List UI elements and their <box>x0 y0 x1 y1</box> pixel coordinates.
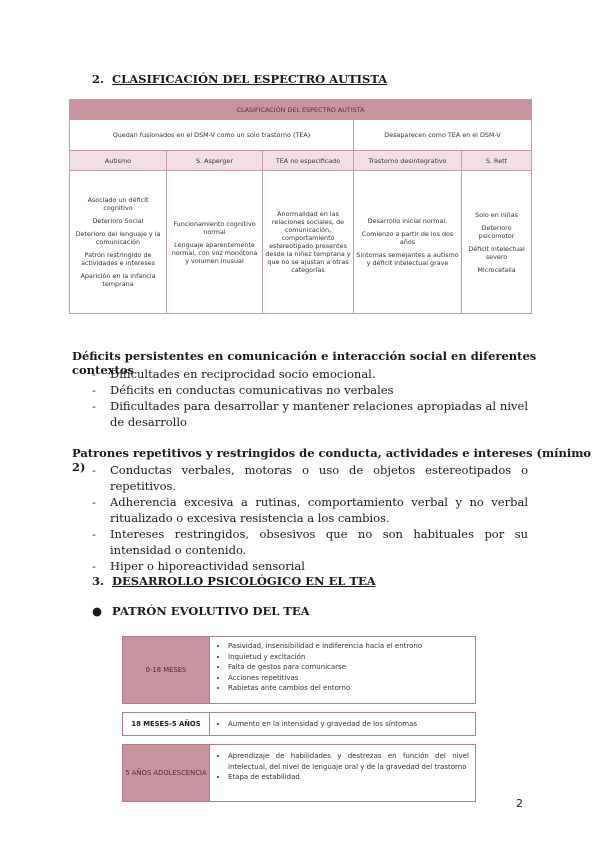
evolutivo-block-5-adolescencia <box>122 744 476 802</box>
column-no-especificado: TEA no especificado <box>263 151 354 171</box>
list-item: • Aumento en la intensidad y gravedad de los síntomas <box>228 719 469 730</box>
section-3-title: 3. DESARROLLO PSICOLÓGICO EN EL TEA <box>92 574 376 588</box>
cell-autismo <box>70 171 167 314</box>
cell-text: Deterioro psicomotor <box>478 223 515 240</box>
cell-text: Deterioro Social <box>92 217 144 225</box>
evolutivo-list <box>210 637 475 703</box>
evolutivo-label: 0-18 MESES <box>123 637 210 703</box>
cell-text: Lenguaje aparentemente normal, con voz monótona y volumen inusual <box>171 240 258 265</box>
list-item: - Conductas verbales, motoras o uso de objetos estereotipados o repetitivos. <box>92 462 528 494</box>
evolutivo-block-0-18 <box>122 636 476 704</box>
list-item: • Rabietas ante cambios del entorno <box>228 683 469 694</box>
cell-text: Aparición en la infancia temprana <box>80 272 156 288</box>
cell-text: Desarrollo inicial normal. <box>367 217 448 225</box>
cell-asperger <box>167 171 263 314</box>
group-desaparecen: Desaparecen como TEA en el DSM-V <box>354 120 532 151</box>
deficits-list <box>92 366 528 430</box>
classification-table <box>69 99 532 314</box>
cell-text: Anormalidad en las relaciones sociales, de comunicación, comportamiento estereotipado presentes desde la niñez temprana y que no se ajustan a otras categorías <box>265 210 351 274</box>
patrones-list <box>92 462 528 574</box>
evolutivo-block-18-5 <box>122 712 476 736</box>
evolutivo-label: 18 MESES-5 AÑOS <box>123 713 210 735</box>
evolutivo-list <box>210 713 475 735</box>
list-item: - Dificultades para desarrollar y mantener relaciones apropiadas al nivel de desarrollo <box>92 398 528 430</box>
cell-text: Comienzo a partir de los dos años <box>361 230 454 246</box>
list-item: - Adherencia excesiva a rutinas, comportamiento verbal y no verbal ritualizado o excesiva resistencia a los cambios. <box>92 494 528 526</box>
page-number: 2 <box>516 797 523 810</box>
cell-text: Microcefalia <box>477 265 516 274</box>
patron-evolutivo-title: ● PATRÓN EVOLUTIVO DEL TEA <box>92 604 310 618</box>
list-item: • Falta de gestos para comunicarse <box>228 662 469 673</box>
list-item: - Déficits en conductas comunicativas no verbales <box>92 382 528 398</box>
column-rett: S. Rett <box>462 151 532 171</box>
bullet-icon: ● <box>92 604 103 618</box>
column-asperger: S. Asperger <box>167 151 263 171</box>
list-item: - Intereses restringidos, obsesivos que no son habituales por su intensidad o contenido. <box>92 526 528 558</box>
cell-text: Asociado un déficit cognitivo <box>87 196 149 212</box>
cell-text: Solo en niñas <box>475 210 518 219</box>
cell-text: Patrón restringido de actividades e intereses <box>81 251 155 267</box>
evolutivo-list <box>210 745 475 801</box>
group-fusionados: Quedan fusionados en el DSM-V como un solo trastorno (TEA) <box>70 120 354 151</box>
list-item: • Aprendizaje de habilidades y destrezas en función del nivel intelectual, del nivel de lenguaje oral y de la gravedad del trastorno <box>228 751 469 772</box>
cell-no-especificado <box>263 171 354 314</box>
list-item: • Acciones repetitivas <box>228 673 469 684</box>
cell-text: Deterioro del lenguaje y la comunicación <box>75 230 161 246</box>
cell-text: Funcionamiento cognitivo normal <box>173 219 256 236</box>
patrones-title: Patrones repetitivos y restringidos de conducta, actividades e intereses (mínimo 2) <box>72 446 592 474</box>
list-item: • Etapa de estabilidad <box>228 772 469 783</box>
evolutivo-label: 5 AÑOS ADOLESCENCIA <box>123 745 210 801</box>
cell-text: Déficit intelectual severo <box>468 244 525 261</box>
cell-rett <box>462 171 532 314</box>
section-2-title: 2. CLASIFICACIÓN DEL ESPECTRO AUTISTA <box>92 72 388 86</box>
table-header: CLASIFICACIÓN DEL ESPECTRO AUTISTA <box>70 100 532 120</box>
list-item: - Dificultades en reciprocidad socio emocional. <box>92 366 528 382</box>
column-desintegrativo: Trastorno desintegrativo <box>354 151 462 171</box>
list-item: - Hiper o hiporeactividad sensorial <box>92 558 528 574</box>
deficits-title: Déficits persistentes en comunicación e interacción social en diferentes contextos <box>72 349 537 377</box>
cell-text: Síntomas semejantes a autismo y déficit intelectual grave <box>356 251 459 267</box>
list-item: • Inquietud y excitación <box>228 652 469 663</box>
cell-desintegrativo <box>354 171 462 314</box>
list-item: • Pasividad, insensibilidad e indiferencia hacia el entrono <box>228 641 469 652</box>
column-autismo: Autismo <box>70 151 167 171</box>
